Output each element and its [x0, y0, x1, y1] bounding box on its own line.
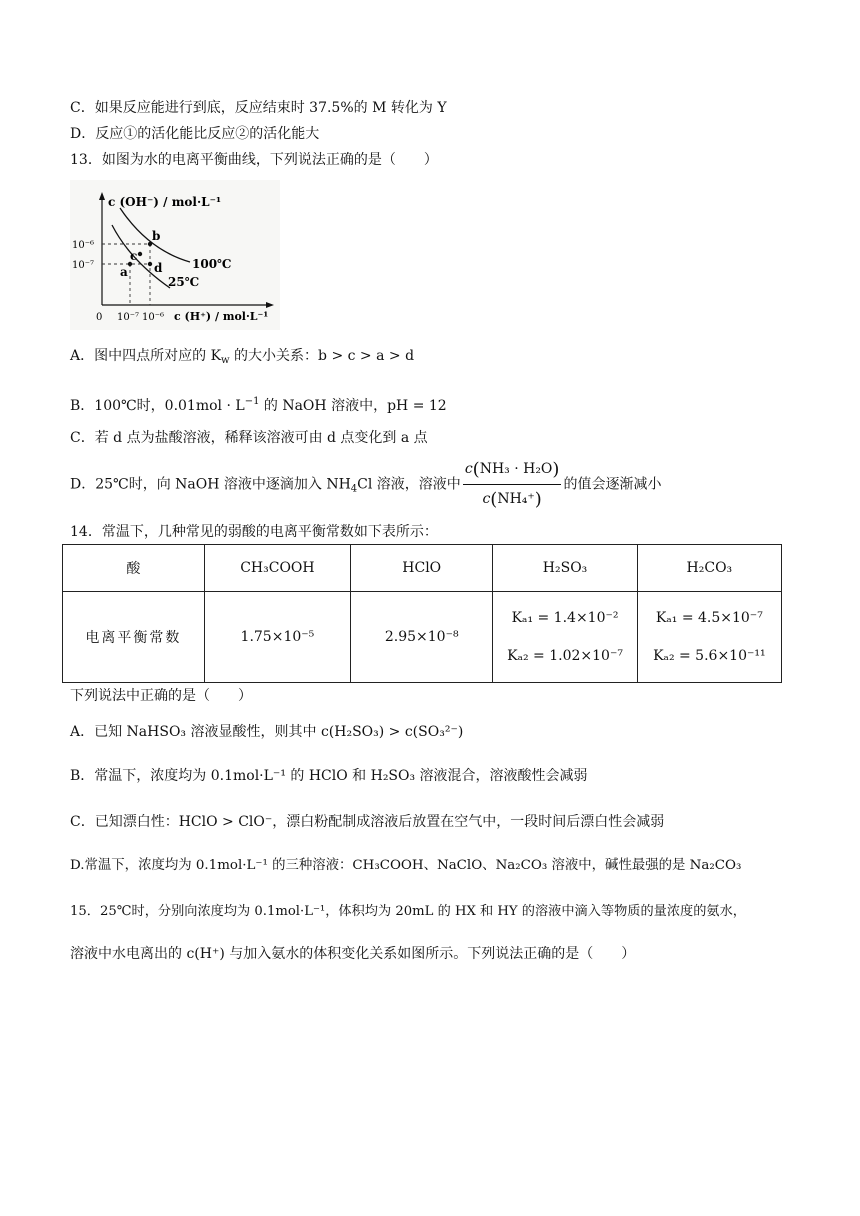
- label-25c: 25℃: [168, 275, 200, 289]
- q14-after-table: 下列说法中正确的是（ ）: [70, 688, 252, 704]
- header-ch3cooh: CH₃COOH: [204, 545, 350, 592]
- q14-option-b: B．常温下，浓度均为 0.1mol·L⁻¹ 的 HClO 和 H₂SO₃ 溶液混合，溶液酸性会减弱: [70, 768, 588, 784]
- header-h2co3: H₂CO₃: [637, 545, 781, 592]
- q14-option-c: C．已知漂白性：HClO > ClO⁻，漂白粉配制成溶液后放置在空气中，一段时间后漂白性会减弱: [70, 814, 665, 830]
- q14-option-d: D.常温下，浓度均为 0.1mol·L⁻¹ 的三种溶液：CH₃COOH、NaClO、Na₂CO₃ 溶液中，碱性最强的是 Na₂CO₃: [70, 858, 742, 873]
- point-d: [148, 262, 152, 266]
- ytick-1e-7: 10⁻⁷: [72, 260, 95, 271]
- q15-stem-line1: 15．25℃时，分别向浓度均为 0.1mol·L⁻¹，体积均为 20mL 的 HX 和 HY 的溶液中滴入等物质的量浓度的氨水，: [70, 904, 746, 919]
- point-c: [138, 252, 142, 256]
- ka-ch3cooh: 1.75×10⁻⁵: [204, 592, 350, 683]
- header-hclo: HClO: [351, 545, 493, 592]
- y-axis-label: c (OH⁻) / mol·L⁻¹: [108, 195, 222, 209]
- q13-option-b: B．100℃时，$0.01mol \cdot L^{-1}$ 的 NaOH 溶液中，pH = 12: [70, 396, 447, 414]
- ka-h2so3: Kₐ₁ = 1.4×10⁻² Kₐ₂ = 1.02×10⁻⁷: [493, 592, 637, 683]
- q13-option-a: A．图中四点所对应的 $K_w$ 的大小关系：b > c > a > d: [70, 348, 415, 366]
- q12-option-d: D．反应①的活化能比反应②的活化能大: [70, 126, 320, 142]
- q13-option-c: C．若 d 点为盐酸溶液，稀释该溶液可由 d 点变化到 a 点: [70, 430, 428, 446]
- label-b: b: [152, 229, 161, 243]
- label-a: a: [120, 265, 128, 279]
- q13-graph: [70, 180, 280, 330]
- row-label: 电离平衡常数: [63, 592, 205, 683]
- x-axis-label: c (H⁺) / mol·L⁻¹: [174, 310, 269, 323]
- q13-option-d: D．25℃时，向 NaOH 溶液中逐滴加入 $NH_4Cl$ 溶液，溶液中 $\frac{\text{c(NH₃ · H₂O)}}{\text{c(NH₄⁺)}}$ 的值会逐渐减小: [70, 456, 661, 513]
- header-h2so3: H₂SO₃: [493, 545, 637, 592]
- q14-stem: 14．常温下，几种常见的弱酸的电离平衡常数如下表所示：: [70, 524, 438, 540]
- q12-option-c: C．如果反应能进行到底，反应结束时 37.5%的 M 转化为 Y: [70, 100, 447, 116]
- xtick-1e-7: 10⁻⁷: [117, 312, 140, 323]
- xtick-0: 0: [96, 312, 103, 323]
- q14-option-a: A．已知 NaHSO₃ 溶液显酸性，则其中 c(H₂SO₃) > c(SO₃²⁻): [70, 724, 464, 740]
- ka-h2co3: Kₐ₁ = 4.5×10⁻⁷ Kₐ₂ = 5.6×10⁻¹¹: [637, 592, 781, 683]
- ka-hclo: 2.95×10⁻⁸: [351, 592, 493, 683]
- q15-stem-line2: 溶液中水电离出的 c(H⁺) 与加入氨水的体积变化关系如图所示。下列说法正确的是（ ）: [70, 946, 636, 962]
- label-d: d: [154, 261, 163, 275]
- label-100c: 100℃: [192, 257, 232, 271]
- ionization-constant-table: [62, 544, 782, 683]
- ratio-fraction: $\frac{\text{c(NH₃ · H₂O)}}{\text{c(NH₄⁺)}}$: [463, 456, 562, 513]
- header-acid: 酸: [63, 545, 205, 592]
- ytick-1e-6: 10⁻⁶: [72, 240, 95, 251]
- label-c: c: [130, 249, 138, 263]
- q13-stem: 13．如图为水的电离平衡曲线，下列说法正确的是（ ）: [70, 152, 438, 168]
- xtick-1e-6: 10⁻⁶: [142, 312, 165, 323]
